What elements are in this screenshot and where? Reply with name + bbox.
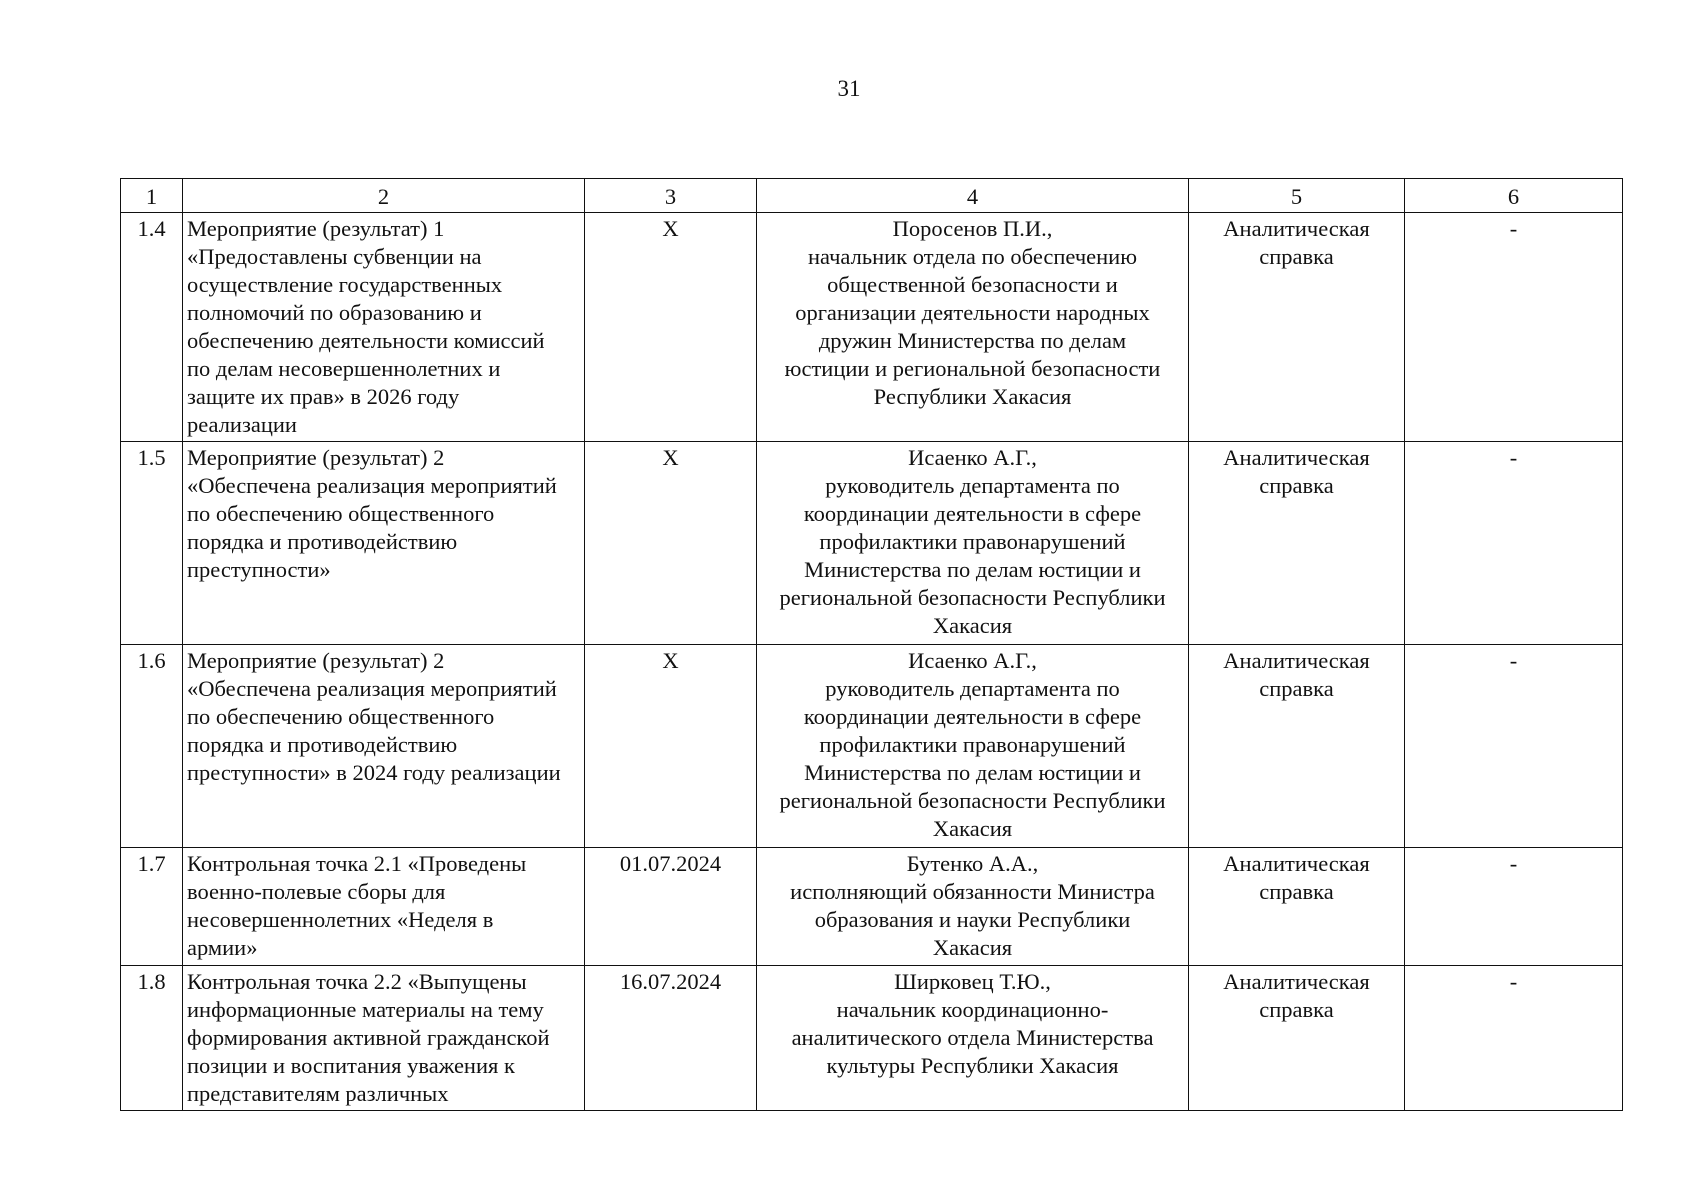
event-name-line: Мероприятие (результат) 2	[187, 445, 445, 470]
header-cell-5: 5	[1189, 179, 1405, 213]
responsible-line: координации деятельности в сфере	[803, 704, 1142, 729]
event-name-line: «Обеспечена реализация мероприятий	[187, 676, 557, 701]
date-cell: X	[585, 213, 757, 442]
responsible-line: профилактики правонарушений	[819, 732, 1126, 757]
event-name-line: осуществление государственных	[187, 272, 503, 297]
event-name-line: информационные материалы на тему	[187, 997, 544, 1022]
event-name-line: Мероприятие (результат) 2	[187, 648, 445, 673]
document-type-line: справка	[1259, 244, 1334, 269]
row-number: 1.4	[121, 213, 183, 442]
responsible-line: региональной безопасности Республики	[779, 585, 1166, 610]
event-name-cell	[183, 442, 585, 645]
document-type-cell	[1189, 848, 1405, 966]
row-number: 1.5	[121, 442, 183, 645]
responsible-line: Поросенов П.И.,	[892, 216, 1053, 241]
responsible-line: Хакасия	[932, 613, 1013, 638]
event-name-line: формирования активной гражданской	[187, 1025, 550, 1050]
note-cell: -	[1405, 848, 1623, 966]
note-cell: -	[1405, 645, 1623, 848]
document-type-line: справка	[1259, 997, 1334, 1022]
responsible-line: Хакасия	[932, 816, 1013, 841]
event-name-line: защите их прав» в 2026 году	[187, 384, 460, 409]
event-name-cell	[183, 213, 585, 442]
event-name-line: военно-полевые сборы для	[187, 879, 446, 904]
responsible-line: исполняющий обязанности Министра	[790, 879, 1155, 904]
event-name-line: «Обеспечена реализация мероприятий	[187, 473, 557, 498]
responsible-line: Министерства по делам юстиции и	[804, 557, 1141, 582]
document-type-line: Аналитическая	[1223, 969, 1370, 994]
responsible-line: юстиции и региональной безопасности	[784, 356, 1161, 381]
event-name-line: преступности»	[187, 557, 331, 582]
note-cell: -	[1405, 966, 1623, 1111]
header-cell-6: 6	[1405, 179, 1623, 213]
row-number: 1.6	[121, 645, 183, 848]
responsible-cell	[757, 645, 1189, 848]
responsible-line: начальник координационно-	[836, 997, 1109, 1022]
responsible-line: организации деятельности народных	[795, 300, 1150, 325]
event-name-line: Контрольная точка 2.1 «Проведены	[187, 851, 527, 876]
responsible-line: координации деятельности в сфере	[803, 501, 1142, 526]
responsible-cell	[757, 213, 1189, 442]
document-type-line: справка	[1259, 473, 1334, 498]
note-cell: -	[1405, 442, 1623, 645]
responsible-line: начальник отдела по обеспечению	[807, 244, 1138, 269]
event-name-line: Контрольная точка 2.2 «Выпущены	[187, 969, 527, 994]
event-name-line: представителям различных	[187, 1081, 449, 1106]
document-type-cell	[1189, 645, 1405, 848]
responsible-line: общественной безопасности и	[827, 272, 1118, 297]
row-number: 1.8	[121, 966, 183, 1111]
date-cell: X	[585, 442, 757, 645]
event-name-line: по обеспечению общественного	[187, 704, 495, 729]
responsible-line: Хакасия	[932, 935, 1013, 960]
header-cell-4: 4	[757, 179, 1189, 213]
responsible-cell	[757, 848, 1189, 966]
responsible-line: Исаенко А.Г.,	[908, 648, 1037, 673]
header-row	[121, 179, 1623, 213]
responsible-line: руководитель департамента по	[825, 676, 1120, 701]
document-type-cell	[1189, 213, 1405, 442]
page-number: 31	[837, 76, 861, 101]
header-cell-2: 2	[183, 179, 585, 213]
document-type-cell	[1189, 442, 1405, 645]
document-type-line: Аналитическая	[1223, 648, 1370, 673]
event-name-cell	[183, 966, 585, 1111]
event-name-line: несовершеннолетних «Неделя в	[187, 907, 494, 932]
header-cell-3: 3	[585, 179, 757, 213]
event-name-line: Мероприятие (результат) 1	[187, 216, 445, 241]
table-row	[121, 442, 1623, 645]
table-row	[121, 213, 1623, 442]
event-name-cell	[183, 848, 585, 966]
document-type-cell	[1189, 966, 1405, 1111]
event-name-line: преступности» в 2024 году реализации	[187, 760, 561, 785]
responsible-line: профилактики правонарушений	[819, 529, 1126, 554]
responsible-cell	[757, 966, 1189, 1111]
document-type-line: Аналитическая	[1223, 445, 1370, 470]
responsible-line: дружин Министерства по делам	[818, 328, 1127, 353]
header-cell-1: 1	[121, 179, 183, 213]
responsible-line: культуры Республики Хакасия	[826, 1053, 1119, 1078]
plan-table	[120, 178, 1623, 1111]
event-name-line: армии»	[187, 935, 258, 960]
note-cell: -	[1405, 213, 1623, 442]
responsible-line: Министерства по делам юстиции и	[804, 760, 1141, 785]
responsible-line: Исаенко А.Г.,	[908, 445, 1037, 470]
responsible-line: Бутенко А.А.,	[906, 851, 1039, 876]
table-row	[121, 966, 1623, 1111]
responsible-line: руководитель департамента по	[825, 473, 1120, 498]
event-name-line: по делам несовершеннолетних и	[187, 356, 501, 381]
table-row	[121, 645, 1623, 848]
document-type-line: Аналитическая	[1223, 216, 1370, 241]
event-name-line: позиции и воспитания уважения к	[187, 1053, 515, 1078]
date-cell: 01.07.2024	[585, 848, 757, 966]
event-name-line: «Предоставлены субвенции на	[187, 244, 482, 269]
event-name-line: порядка и противодействию	[187, 529, 458, 554]
responsible-cell	[757, 442, 1189, 645]
responsible-line: Республики Хакасия	[873, 384, 1072, 409]
document-type-line: справка	[1259, 676, 1334, 701]
table-row	[121, 848, 1623, 966]
responsible-line: региональной безопасности Республики	[779, 788, 1166, 813]
row-number: 1.7	[121, 848, 183, 966]
event-name-line: по обеспечению общественного	[187, 501, 495, 526]
document-type-line: справка	[1259, 879, 1334, 904]
date-cell: 16.07.2024	[585, 966, 757, 1111]
responsible-line: аналитического отдела Министерства	[791, 1025, 1154, 1050]
date-cell: X	[585, 645, 757, 848]
event-name-line: обеспечению деятельности комиссий	[187, 328, 545, 353]
event-name-line: порядка и противодействию	[187, 732, 458, 757]
responsible-line: Ширковец Т.Ю.,	[894, 969, 1051, 994]
event-name-cell	[183, 645, 585, 848]
document-type-line: Аналитическая	[1223, 851, 1370, 876]
responsible-line: образования и науки Республики	[814, 907, 1131, 932]
event-name-line: полномочий по образованию и	[187, 300, 482, 325]
event-name-line: реализации	[187, 412, 297, 437]
